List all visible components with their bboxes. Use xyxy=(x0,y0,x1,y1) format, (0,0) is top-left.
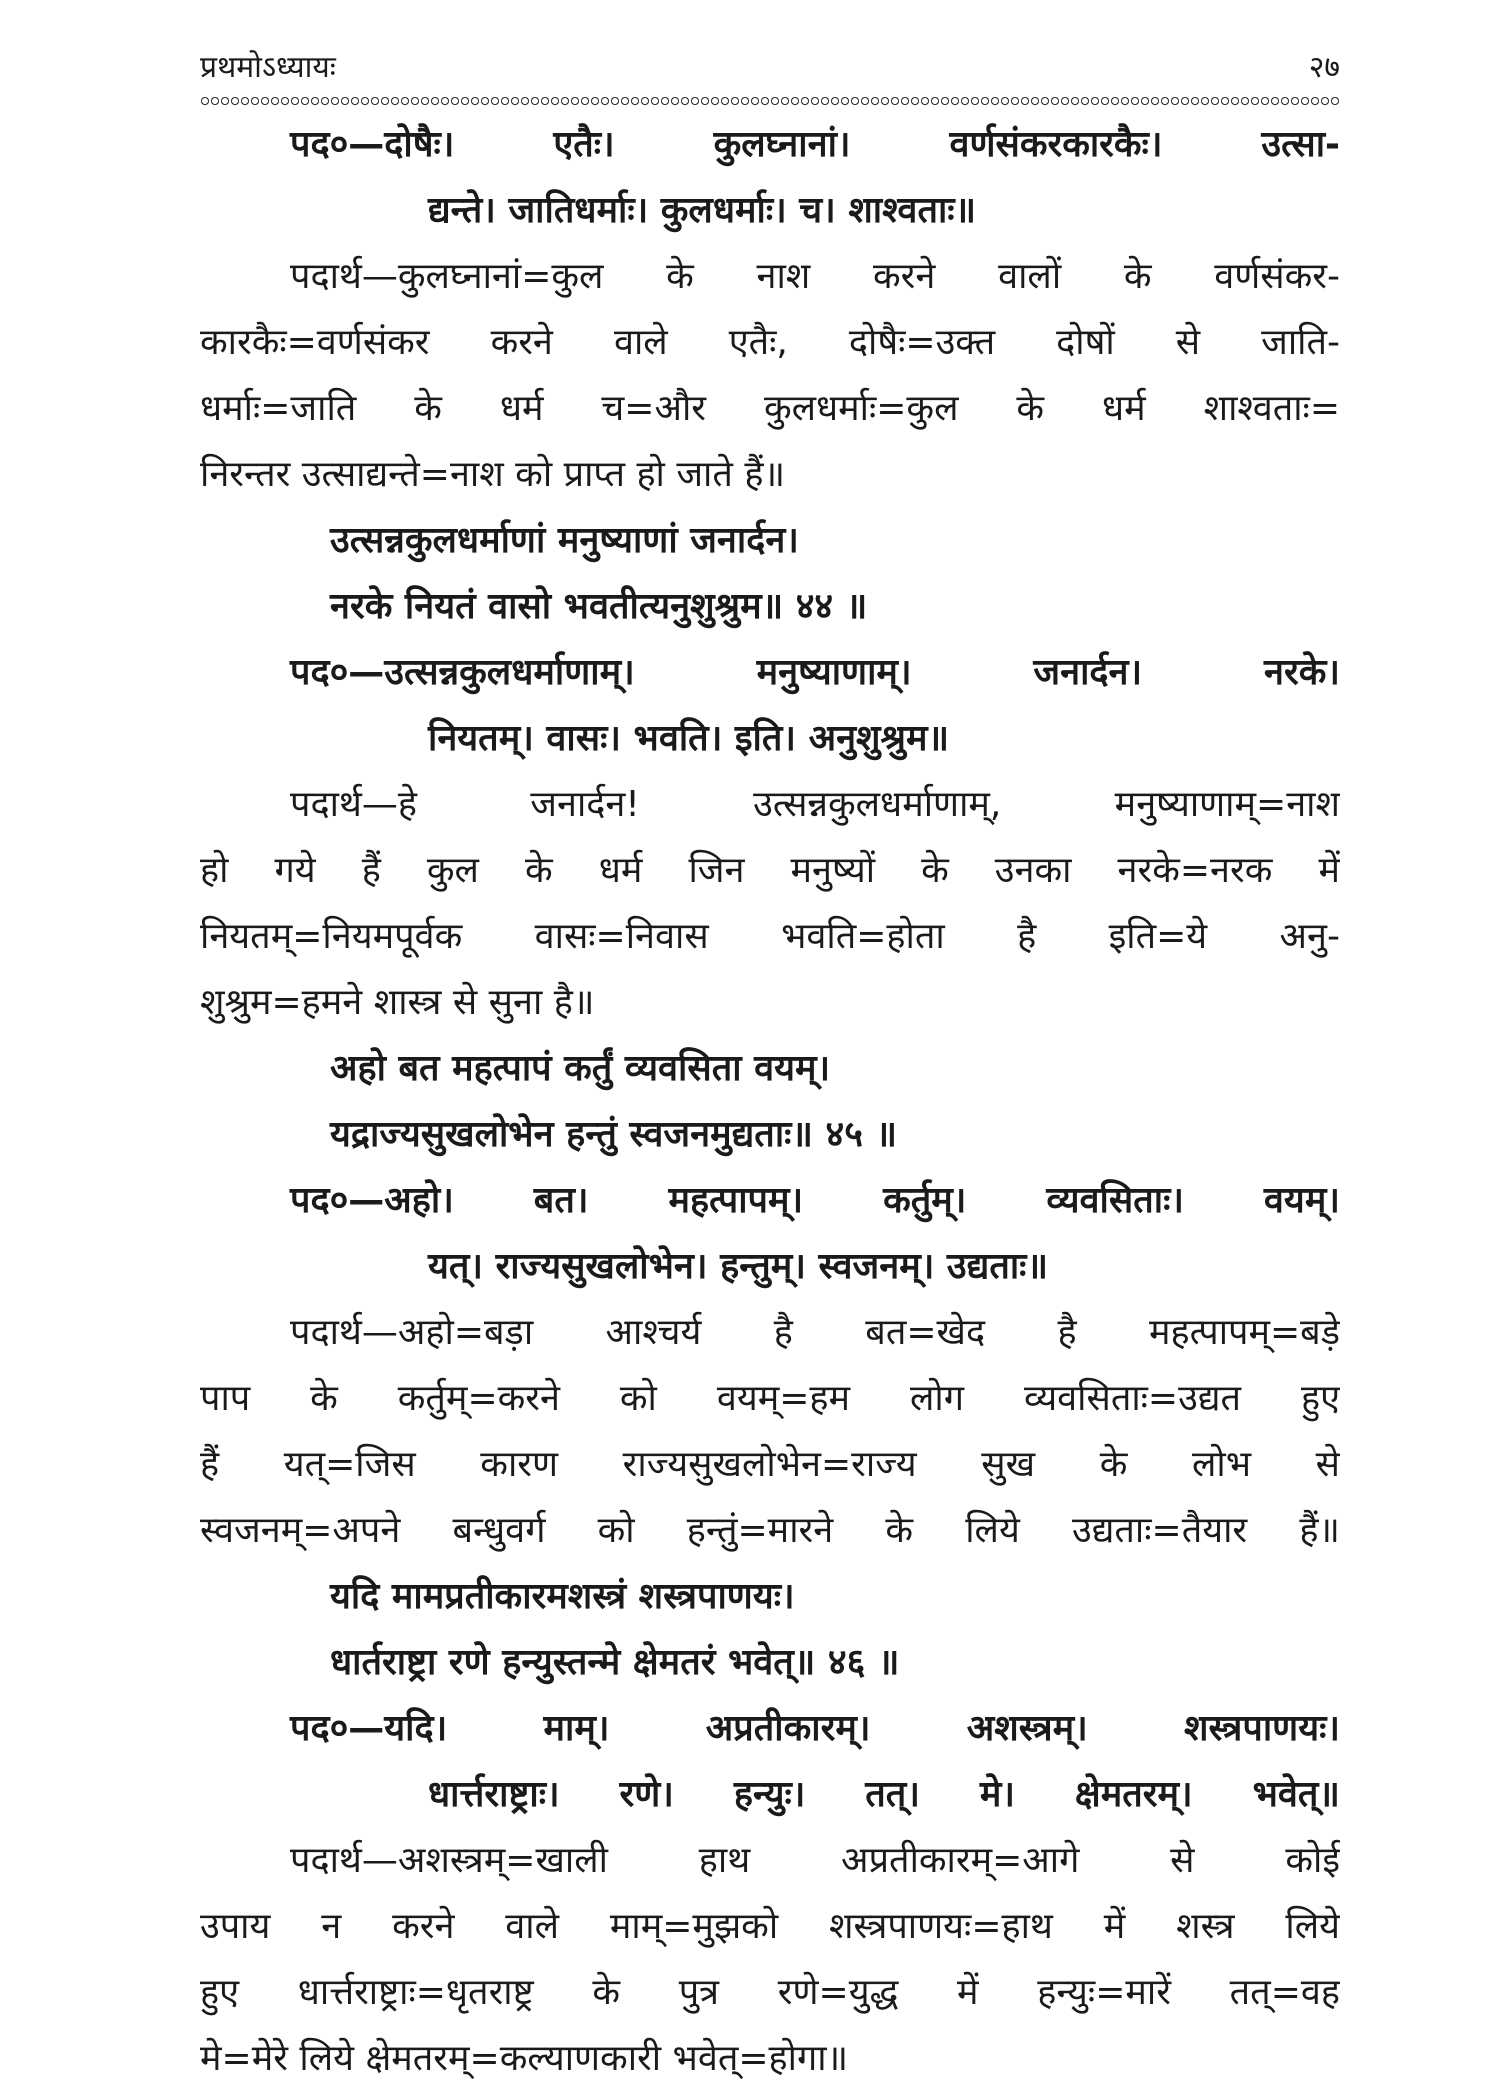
text-line: नरके नियतं वासो भवतीत्यनुशुश्रुम॥ ४४ ॥ xyxy=(330,586,868,627)
text-line: अहो बत महत्पापं कर्तुं व्यवसिता वयम्। xyxy=(330,1048,831,1089)
text-line: पद०—दोषैः। एतैः। कुलघ्नानां। वर्णसंकरकारकैः। उत्सा- xyxy=(290,124,1340,165)
text-line: स्वजनम्=अपने बन्धुवर्ग को हन्तुं=मारने के लिये उद्यताः=तैयार हैं॥ xyxy=(200,1510,1340,1551)
text-line: यदि मामप्रतीकारमशस्त्रं शस्त्रपाणयः। xyxy=(330,1576,795,1617)
text-line: पद०—अहो। बत। महत्पापम्। कर्तुम्। व्यवसिताः। वयम्। xyxy=(290,1180,1340,1221)
text-line: धार्तराष्ट्रा रणे हन्युस्तन्मे क्षेमतरं भवेत्॥ ४६ ॥ xyxy=(330,1642,900,1683)
text-line: पदार्थ—अशस्त्रम्=खाली हाथ अप्रतीकारम्=आगे से कोई xyxy=(290,1840,1340,1881)
header-ornament-rule xyxy=(200,96,1340,106)
chapter-title: प्रथमोऽध्यायः xyxy=(200,50,336,85)
text-line: उत्सन्नकुलधर्माणां मनुष्याणां जनार्दन। xyxy=(330,520,799,561)
text-line: द्यन्ते। जातिधर्माः। कुलधर्माः। च। शाश्वताः॥ xyxy=(428,190,977,231)
text-line: पद०—उत्सन्नकुलधर्माणाम्। मनुष्याणाम्। जनार्दन। नरके। xyxy=(290,652,1340,693)
text-line: कारकैः=वर्णसंकर करने वाले एतैः, दोषैः=उक्त दोषों से जाति- xyxy=(200,322,1340,363)
text-line: शुश्रुम=हमने शास्त्र से सुना है॥ xyxy=(200,982,595,1023)
text-line: पदार्थ—हे जनार्दन! उत्सन्नकुलधर्माणाम्, मनुष्याणाम्=नाश xyxy=(290,784,1340,825)
text-line: मे=मेरे लिये क्षेमतरम्=कल्याणकारी भवेत्=होगा॥ xyxy=(200,2038,849,2079)
text-line: नियतम्। वासः। भवति। इति। अनुशुश्रुम॥ xyxy=(428,718,950,759)
text-line: यत्। राज्यसुखलोभेन। हन्तुम्। स्वजनम्। उद्यताः॥ xyxy=(428,1246,1049,1287)
text-line: उपाय न करने वाले माम्=मुझको शस्त्रपाणयः=हाथ में शस्त्र लिये xyxy=(200,1906,1340,1947)
text-line: धार्त्तराष्ट्राः। रणे। हन्युः। तत्। मे। क्षेमतरम्। भवेत्॥ xyxy=(428,1774,1340,1815)
page-number: २७ xyxy=(1308,50,1340,85)
text-line: पदार्थ—कुलघ्नानां=कुल के नाश करने वालों के वर्णसंकर- xyxy=(290,256,1340,297)
text-line: पाप के कर्तुम्=करने को वयम्=हम लोग व्यवसिताः=उद्यत हुए xyxy=(200,1378,1340,1419)
page-body xyxy=(200,112,1340,2092)
text-line: नियतम्=नियमपूर्वक वासः=निवास भवति=होता है इति=ये अनु- xyxy=(200,916,1340,957)
text-line: हो गये हैं कुल के धर्म जिन मनुष्यों के उनका नरके=नरक में xyxy=(200,850,1340,891)
text-line: हैं यत्=जिस कारण राज्यसुखलोभेन=राज्य सुख के लोभ से xyxy=(200,1444,1340,1485)
text-line: निरन्तर उत्साद्यन्ते=नाश को प्राप्त हो जाते हैं॥ xyxy=(200,454,786,495)
text-line: यद्राज्यसुखलोभेन हन्तुं स्वजनमुद्यताः॥ ४५ ॥ xyxy=(330,1114,898,1155)
text-line: धर्माः=जाति के धर्म च=और कुलधर्माः=कुल के धर्म शाश्वताः= xyxy=(200,388,1340,429)
text-line: पद०—यदि। माम्। अप्रतीकारम्। अशस्त्रम्। शस्त्रपाणयः। xyxy=(290,1708,1340,1749)
running-header xyxy=(200,48,1340,88)
text-line: पदार्थ—अहो=बड़ा आश्चर्य है बत=खेद है महत्पापम्=बड़े xyxy=(290,1312,1340,1353)
text-line: हुए धार्त्तराष्ट्राः=धृतराष्ट्र के पुत्र रणे=युद्ध में हन्युः=मारें तत्=वह xyxy=(200,1972,1340,2013)
